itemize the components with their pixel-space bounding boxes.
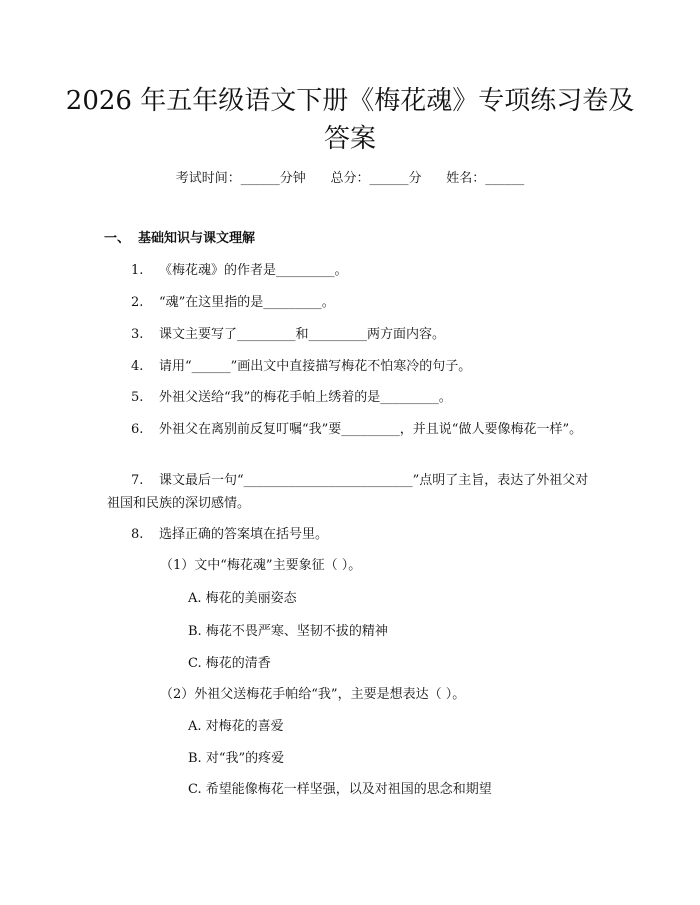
question-6: [107, 418, 593, 441]
question-8: [131, 526, 328, 544]
page-title: 2026 年五年级语文下册《梅花魂》专项练习卷及答案: [65, 86, 635, 154]
question-text: “魂”在这里指的是_________。: [159, 295, 335, 310]
option-c: C. 希望能像梅花一样坚强，以及对祖国的思念和期望: [188, 782, 492, 797]
question-text: 选择正确的答案填在括号里。: [159, 527, 329, 542]
question-number: 1.: [131, 263, 144, 278]
question-2: [131, 294, 335, 312]
question-1: [131, 262, 348, 280]
question-number: 7.: [131, 473, 144, 488]
section-title: 基础知识与课文理解: [138, 231, 256, 246]
question-number: 4.: [131, 359, 144, 374]
question-text: 《梅花魂》的作者是_________。: [159, 263, 348, 278]
question-text: 课文最后一句“__________________________”点明了主旨，表达了外祖父对祖国和民族的深切感情。: [107, 473, 589, 511]
question-text: 外祖父送给“我”的梅花手帕上绣着的是_________。: [159, 390, 452, 405]
exam-meta-line: 考试时间：______分钟 总分：______分 姓名：______: [175, 171, 525, 186]
option-b: B. 梅花不畏严寒、坚韧不拔的精神: [188, 624, 388, 639]
question-text: 外祖父在离别前反复叮嘱“我”要_________，并且说“做人要像梅花一样”。: [159, 422, 583, 437]
question-number: 2.: [131, 295, 144, 310]
option-a: A. 梅花的美丽姿态: [188, 591, 297, 606]
option-c: C. 梅花的清香: [188, 656, 271, 671]
question-number: 5.: [131, 390, 144, 405]
sub-question-8-1: （1）文中“梅花魂”主要象征（ ）。: [160, 558, 362, 573]
question-text: 课文主要写了_________和_________两方面内容。: [159, 327, 446, 342]
question-3: [131, 326, 445, 344]
section-heading: [104, 230, 255, 248]
question-number: 8.: [131, 527, 144, 542]
option-b: B. 对“我”的疼爱: [188, 751, 285, 766]
question-text: 请用“______”画出文中直接描写梅花不怕寒冷的句子。: [159, 359, 472, 374]
section-number: 一、: [104, 231, 131, 246]
question-5: [131, 389, 452, 407]
question-number: 3.: [131, 327, 144, 342]
sub-question-8-2: （2）外祖父送梅花手帕给“我”，主要是想表达（ ）。: [160, 687, 466, 702]
question-number: 6.: [131, 422, 144, 437]
option-a: A. 对梅花的喜爱: [188, 719, 284, 734]
question-4: [131, 358, 471, 376]
question-7: [107, 469, 593, 515]
